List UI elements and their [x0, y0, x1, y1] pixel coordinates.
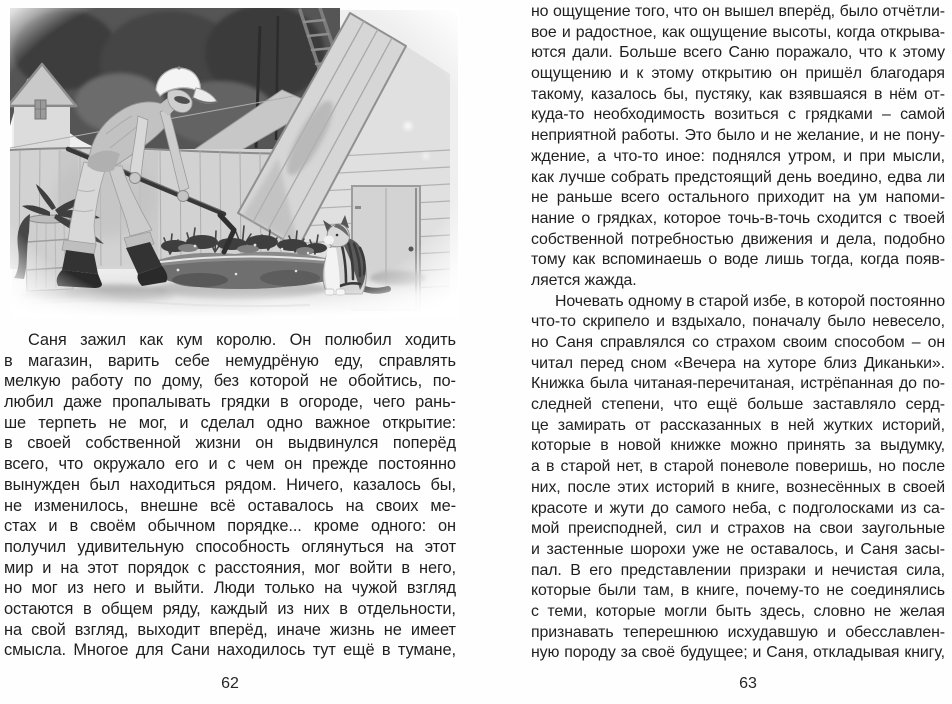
text-line: которые в новой книжке можно принять за выдумку,: [531, 437, 945, 455]
text-line: но Саня справлялся со страхом своим способом – он: [531, 334, 945, 351]
text-line: мой преисподней, сил и страхов на свои заугольные: [531, 520, 945, 538]
text-line: признавать теперешнюю исхудавшую и обесславлен-: [531, 623, 945, 641]
left-page-number: 62: [221, 675, 239, 692]
text-line: тому как вспоминаешь о воде лишь тогда, когда появ-: [531, 251, 945, 269]
text-line: что-то скрипело и вздыхало, поначалу было невесело,: [531, 313, 945, 331]
left-page-text: [4, 330, 456, 661]
text-line: мелкую работу по дому, без которой не обойтись, по-: [4, 372, 456, 391]
text-line: в своей собственной жизни он выдвинулся поперёд: [4, 434, 456, 453]
text-line: красоте и жути до самого неба, с подголосками из са-: [531, 499, 945, 517]
text-line: мир и на этот порядок с расстояния, мог войти в него,: [4, 558, 456, 577]
text-line: такому, казалось бы, пустяку, как взявшаяся в нём от-: [531, 85, 945, 103]
text-line: следней степени, что ещё больше заставляло серд-: [531, 396, 945, 414]
text-line: ются дали. Больше всего Саню поражало, что к этому: [531, 44, 945, 62]
text-line: получил удивительную способность оглянуться на этот: [4, 537, 456, 556]
text-line: ную породу за своё будущее; и Саня, откладывая книгу,: [531, 644, 945, 662]
right-page-text: [531, 2, 945, 664]
text-line: собственной потребностью движения и дела, подобно: [531, 230, 945, 248]
text-line: не раньше всего остального приходит на ум напоми-: [531, 189, 945, 207]
text-line: них, после этих историй в книге, вознесённых в своей: [531, 478, 945, 496]
vignette: [10, 8, 460, 318]
text-line: ляется жажда.: [531, 271, 637, 289]
garden-illustration: [10, 8, 460, 318]
text-line: в магазин, варить себе немудрёную еду, справлять: [4, 351, 456, 370]
text-line: куда-то необходимость возиться с грядками – самой: [531, 106, 945, 124]
text-line: любил даже пропалывать грядки в огороде, чего рань-: [4, 393, 456, 412]
text-line: смысла. Многое для Сани находилось тут ещё в тумане,: [4, 641, 456, 660]
paragraph: [4, 330, 456, 661]
text-line: неприятной работы. Это было и не желание, и не пону-: [531, 127, 945, 145]
bottom-fade: [10, 290, 460, 318]
text-line: це замирать от рассказанных в ней жутких историй,: [531, 416, 945, 434]
right-page-number: 63: [739, 675, 757, 692]
text-line: вое и радостное, как ощущение высоты, когда открыва-: [531, 23, 945, 41]
text-line: а в старой нет, в старой поневоле поверишь, но после: [531, 458, 945, 476]
text-line: Ночевать одному в старой избе, в которой постоянно: [555, 292, 945, 310]
text-line: которые были там, в книге, почему-то не соединялись: [531, 582, 945, 600]
text-line: не изменилось, внешне всё оставалось на своих ме-: [4, 496, 456, 515]
text-line: вынужден был находиться рядом. Ничего, казалось бы,: [4, 475, 456, 494]
text-line: Книжка была читаная-перечитаная, истрёпанная до по-: [531, 375, 945, 393]
text-line: читал перед сном «Вечера на хуторе близ Диканьки».: [531, 354, 945, 372]
text-line: ощущению и к этому открытию он пришёл благодаря: [531, 65, 945, 83]
text-line: Саня зажил как кум королю. Он полюбил ходить: [28, 331, 456, 349]
text-line: как лучше собрать предстоящий день воедино, едва ли: [531, 168, 945, 186]
text-line: ше терпеть не мог, и сделал одно важное открытие:: [4, 413, 456, 432]
paragraph: [531, 292, 945, 664]
text-line: но ощущение того, что он вышел вперёд, было отчётли-: [531, 3, 945, 20]
text-line: всего, что окружало его и с чем он прежде постоянно: [4, 455, 456, 474]
paragraph: [531, 2, 945, 292]
text-line: остаются в общем ряду, каждый из них в отдельности,: [4, 599, 456, 618]
text-line: пал. В его представлении призраки и нечистая сила,: [531, 561, 945, 579]
text-line: на свой взгляд, выходит вперёд, иначе жизнь не имеет: [4, 620, 456, 639]
text-line: и застенные шорохи уже не оставалось, и Саня засы-: [531, 540, 945, 558]
text-line: но мог из него и выйти. Люди только на чужой взгляд: [4, 579, 456, 598]
text-line: стах и в своём обычном порядке... кроме одного: он: [4, 517, 456, 536]
text-line: нание о грядках, которое точь-в-точь сходится с твоей: [531, 209, 945, 227]
text-line: ждение, а что-то иное: поднялся утром, и при мысли,: [531, 147, 945, 165]
text-line: с теми, которые могли быть здесь, словно не желая: [531, 602, 945, 620]
